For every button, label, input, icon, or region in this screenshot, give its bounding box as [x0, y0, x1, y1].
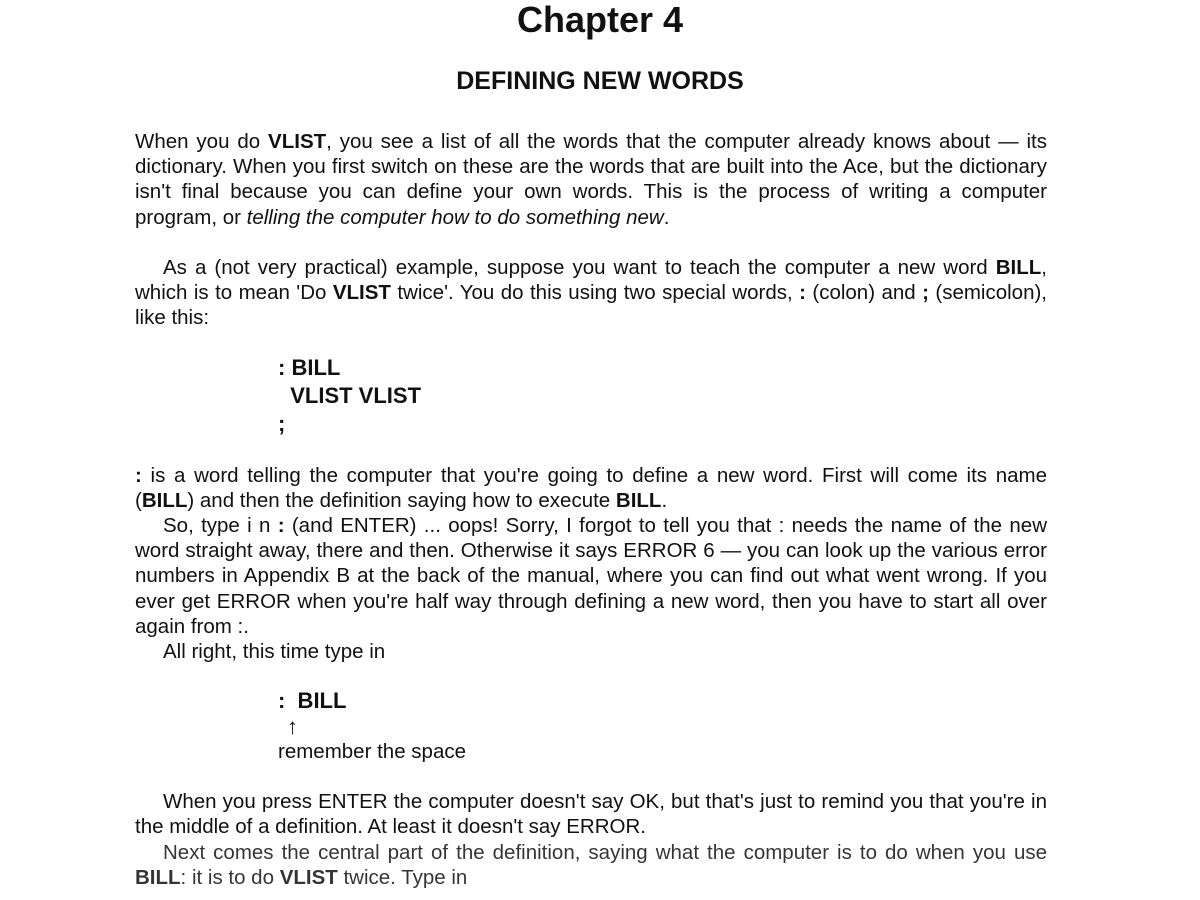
chapter-title: Chapter 4 [516, 0, 684, 40]
code-line: : BILL [278, 355, 341, 380]
space-note: remember the space [278, 740, 467, 763]
section-title: DEFINING NEW WORDS [456, 67, 744, 95]
paragraph-example: As a (not very practical) example, suppose you want to teach the computer a new word BILL, which is to mean 'Do VLIST twice'. You do this using two special words, : (colon) and ; (semicolon), like this: [135, 256, 1048, 330]
code-bill-input: : BILL [278, 688, 347, 713]
code-line: ; [278, 411, 286, 436]
paragraph-colon: : is a word telling the computer that you're going to define a new word. First will come its name (BILL) and then the definition saying how to execute BILL. [135, 464, 1047, 513]
paragraph-intro: When you do VLIST, you see a list of all the words that the computer already knows about — its dictionary. When you first switch on these are the words that are built into the Ace, but the dictionary isn't final because you can define your own words. This is the process of writing a computer program, or telling the computer how to do something new. [135, 130, 1047, 229]
paragraph-central: Next comes the central part of the definition, saying what the computer is to do when you use BILL: it is to do VLIST twice. Type in [135, 841, 1047, 890]
up-arrow-icon: ↑ [287, 714, 298, 739]
paragraph-all-right: All right, this time type in [163, 640, 386, 663]
code-block-bill [278, 354, 421, 438]
code-line: VLIST VLIST [278, 383, 422, 408]
paragraph-enter: When you press ENTER the computer doesn't say OK, but that's just to remind you that you're in the middle of a definition. At least it doesn't say ERROR. [135, 790, 1047, 839]
paragraph-oops: So, type i n : (and ENTER) ... oops! Sorry, I forgot to tell you that : needs the name of the new word straight away, there and then. Otherwise it says ERROR 6 — you can look up the various error numbers in Appendix B at the back of the manual, where you can find out what went wrong. If you ever get ERROR when you're half way through defining a new word, then you have to start all over again from :. [135, 514, 1048, 638]
